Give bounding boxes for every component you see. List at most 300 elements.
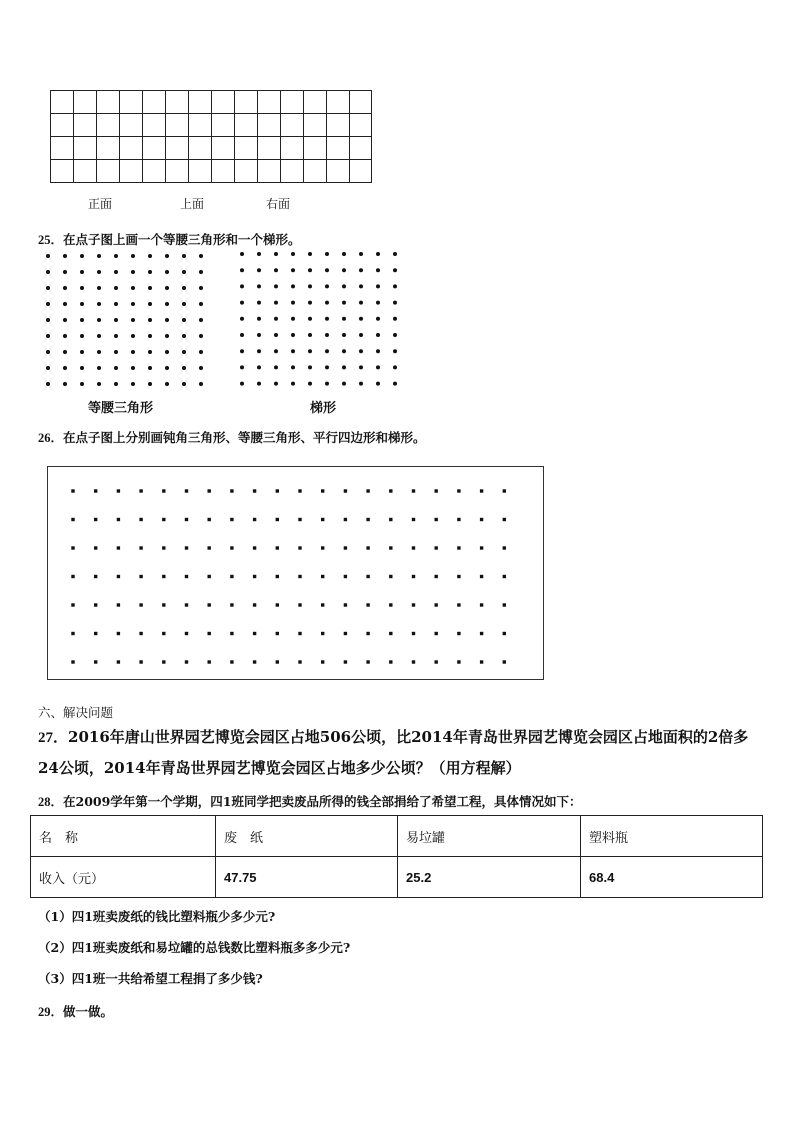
view-label-right: 右面 xyxy=(266,197,291,211)
grid-dot xyxy=(71,660,74,663)
label-trapezoid: 梯形 xyxy=(310,401,337,416)
grid-dot xyxy=(97,318,101,322)
grid-dot xyxy=(480,660,483,663)
grid-dot xyxy=(274,349,278,353)
grid-dot xyxy=(199,302,203,306)
grid-dot xyxy=(185,546,188,549)
grid-dot xyxy=(80,366,84,370)
grid-dot xyxy=(298,546,301,549)
grid-dot xyxy=(165,254,169,258)
grid-dot xyxy=(412,603,415,606)
grid-dot xyxy=(199,334,203,338)
grid-dot xyxy=(80,270,84,274)
grid-dot xyxy=(308,284,312,288)
dot-grid-right xyxy=(236,248,404,390)
grid-dot xyxy=(131,270,135,274)
grid-dot xyxy=(359,349,363,353)
grid-dot xyxy=(63,334,67,338)
grid-dot xyxy=(240,349,244,353)
grid-dot xyxy=(276,518,279,521)
grid-dot xyxy=(359,284,363,288)
grid-dot xyxy=(393,365,397,369)
grid-dot xyxy=(148,382,152,386)
grid-dot xyxy=(114,254,118,258)
grid-dot xyxy=(412,632,415,635)
table-header-cell: 易垃罐 xyxy=(398,816,581,857)
grid-dot xyxy=(308,252,312,256)
grid-dot xyxy=(182,350,186,354)
grid-dot xyxy=(376,301,380,305)
grid-dot xyxy=(276,660,279,663)
grid-dot xyxy=(148,318,152,322)
grid-dot xyxy=(139,518,142,521)
grid-dot xyxy=(291,349,295,353)
grid-dot xyxy=(182,334,186,338)
grid-dot xyxy=(71,518,74,521)
grid-dot xyxy=(342,252,346,256)
grid-dot xyxy=(359,268,363,272)
grid-dot xyxy=(63,318,67,322)
grid-dot xyxy=(503,489,506,492)
grid-dot xyxy=(117,575,120,578)
grid-dot xyxy=(274,365,278,369)
grid-dot xyxy=(97,350,101,354)
grid-dot xyxy=(117,546,120,549)
grid-lines xyxy=(50,90,372,183)
grid-dot xyxy=(185,603,188,606)
grid-dot xyxy=(274,333,278,337)
grid-dot xyxy=(182,318,186,322)
grid-dot xyxy=(131,334,135,338)
grid-dot xyxy=(208,632,211,635)
grid-dot xyxy=(376,365,380,369)
grid-dot xyxy=(240,284,244,288)
grid-dot xyxy=(139,489,142,492)
grid-dot xyxy=(457,575,460,578)
grid-dot xyxy=(412,489,415,492)
question-28 xyxy=(38,792,582,810)
grid-dot xyxy=(80,286,84,290)
grid-dot xyxy=(199,318,203,322)
grid-dot xyxy=(274,317,278,321)
grid-dot xyxy=(80,334,84,338)
grid-dot xyxy=(139,660,142,663)
table-cell: 收入（元） xyxy=(31,857,216,898)
grid-dot xyxy=(276,489,279,492)
grid-dot xyxy=(389,546,392,549)
view-label-top: 上面 xyxy=(180,197,205,211)
grid-dot xyxy=(457,603,460,606)
grid-dot xyxy=(148,270,152,274)
question-text: 做一做。 xyxy=(63,1004,114,1019)
grid-dot xyxy=(46,366,50,370)
grid-dot xyxy=(94,575,97,578)
subquestion-2: （2）四1班卖废纸和易垃罐的总钱数比塑料瓶多多少元? xyxy=(38,940,351,955)
grid-dot xyxy=(325,268,329,272)
grid-dot xyxy=(344,575,347,578)
grid-dot xyxy=(253,518,256,521)
grid-dot xyxy=(359,252,363,256)
grid-dot xyxy=(376,333,380,337)
grid-dot xyxy=(162,660,165,663)
grid-dot xyxy=(308,268,312,272)
grid-dot xyxy=(344,660,347,663)
grid-dot xyxy=(325,301,329,305)
grid-dot xyxy=(185,518,188,521)
grid-dot xyxy=(325,382,329,386)
grid-dot xyxy=(257,284,261,288)
grid-dot xyxy=(114,382,118,386)
label-isosceles-triangle: 等腰三角形 xyxy=(88,401,154,416)
grid-dot xyxy=(230,575,233,578)
table-header-cell: 名 称 xyxy=(31,816,216,857)
grid-dot xyxy=(80,350,84,354)
grid-dot xyxy=(208,660,211,663)
grid-dot xyxy=(182,254,186,258)
grid-dot xyxy=(389,489,392,492)
grid-dot xyxy=(94,489,97,492)
grid-dot xyxy=(185,660,188,663)
grid-dot xyxy=(97,302,101,306)
grid-dot xyxy=(342,284,346,288)
grid-dot xyxy=(185,489,188,492)
grid-dot xyxy=(80,382,84,386)
grid-dot xyxy=(344,632,347,635)
grid-dot xyxy=(165,286,169,290)
grid-dot xyxy=(291,317,295,321)
grid-dot xyxy=(240,382,244,386)
grid-dot xyxy=(148,302,152,306)
grid-dot xyxy=(162,632,165,635)
grid-dot xyxy=(139,546,142,549)
grid-dot xyxy=(114,270,118,274)
grid-dot xyxy=(298,518,301,521)
grid-dot xyxy=(257,333,261,337)
grid-dot xyxy=(344,603,347,606)
table-cell: 25.2 xyxy=(398,857,581,898)
grid-dot xyxy=(253,603,256,606)
grid-dot xyxy=(131,254,135,258)
grid-dot xyxy=(376,268,380,272)
grid-dot xyxy=(97,270,101,274)
section-title: 六、解决问题 xyxy=(38,705,114,720)
grid-dot xyxy=(80,254,84,258)
grid-dot xyxy=(321,575,324,578)
grid-dot xyxy=(230,489,233,492)
grid-dot xyxy=(257,317,261,321)
grid-dot xyxy=(117,603,120,606)
grid-dot xyxy=(80,302,84,306)
grid-dot xyxy=(199,286,203,290)
grid-dot xyxy=(117,489,120,492)
income-table xyxy=(30,815,763,898)
grid-dot xyxy=(114,366,118,370)
grid-dot xyxy=(199,270,203,274)
grid-dot xyxy=(182,302,186,306)
grid-dot xyxy=(94,660,97,663)
grid-dot xyxy=(165,350,169,354)
grid-dot xyxy=(257,365,261,369)
grid-dot xyxy=(46,318,50,322)
grid-dot xyxy=(182,382,186,386)
grid-dot xyxy=(94,603,97,606)
grid-dot xyxy=(412,518,415,521)
grid-dot xyxy=(97,366,101,370)
grid-dot xyxy=(139,632,142,635)
grid-dot xyxy=(480,489,483,492)
grid-dot xyxy=(480,603,483,606)
grid-dot xyxy=(298,575,301,578)
grid-dot xyxy=(366,575,369,578)
grid-dot xyxy=(393,284,397,288)
grid-dot xyxy=(389,518,392,521)
grid-dot xyxy=(344,546,347,549)
grid-dot xyxy=(276,546,279,549)
grid-dot xyxy=(308,365,312,369)
question-29 xyxy=(38,1002,113,1020)
grid-dot xyxy=(298,632,301,635)
grid-dot xyxy=(162,489,165,492)
grid-dot xyxy=(366,518,369,521)
grid-dot xyxy=(308,382,312,386)
grid-dot xyxy=(257,301,261,305)
grid-dot xyxy=(393,382,397,386)
grid-dot xyxy=(321,546,324,549)
grid-dot xyxy=(457,632,460,635)
grid-dot xyxy=(359,382,363,386)
grid-dot xyxy=(63,270,67,274)
grid-dot xyxy=(435,603,438,606)
question-text: 2016年唐山世界园艺博览会园区占地506公顷，比2014年青岛世界园艺博览会园区占地面积的2倍多24公顷，2014年青岛世界园艺博览会园区占地多少公顷？（用方程解） xyxy=(38,728,749,777)
grid-dot xyxy=(185,632,188,635)
grid-dot xyxy=(165,302,169,306)
table-cell: 47.75 xyxy=(216,857,398,898)
grid-dot xyxy=(359,317,363,321)
grid-dot xyxy=(342,382,346,386)
grid-dot xyxy=(162,546,165,549)
grid-dot xyxy=(321,603,324,606)
grid-dot xyxy=(366,603,369,606)
grid-dot xyxy=(71,546,74,549)
question-text: 在2009学年第一个学期，四1班同学把卖废品所得的钱全部捐给了希望工程，具体情况如下： xyxy=(63,794,582,809)
grid-dot xyxy=(148,334,152,338)
grid-dot xyxy=(208,546,211,549)
grid-dot xyxy=(240,301,244,305)
grid-dot xyxy=(97,334,101,338)
grid-dot xyxy=(230,660,233,663)
grid-dot xyxy=(274,301,278,305)
grid-dot xyxy=(412,546,415,549)
grid-dot xyxy=(274,268,278,272)
grid-dot xyxy=(139,575,142,578)
view-drawing-grid xyxy=(50,90,372,183)
grid-dot xyxy=(325,333,329,337)
grid-dot xyxy=(199,366,203,370)
grid-dot xyxy=(366,632,369,635)
grid-dot xyxy=(393,349,397,353)
grid-dot xyxy=(325,252,329,256)
grid-dot xyxy=(503,546,506,549)
grid-dot xyxy=(359,333,363,337)
grid-dot xyxy=(240,317,244,321)
grid-dot xyxy=(389,632,392,635)
grid-dot xyxy=(114,350,118,354)
grid-dot xyxy=(185,575,188,578)
grid-dot xyxy=(276,632,279,635)
grid-dot xyxy=(148,366,152,370)
grid-dot xyxy=(71,489,74,492)
grid-dot xyxy=(274,252,278,256)
grid-dot xyxy=(63,286,67,290)
grid-dot xyxy=(80,318,84,322)
question-text: 在点子图上画一个等腰三角形和一个梯形。 xyxy=(63,232,301,247)
table-header-row xyxy=(31,816,763,857)
grid-dot xyxy=(240,333,244,337)
grid-dot xyxy=(165,270,169,274)
question-text: 在点子图上分别画钝角三角形、等腰三角形、平行四边形和梯形。 xyxy=(63,430,426,445)
grid-dot xyxy=(182,270,186,274)
grid-dot xyxy=(94,518,97,521)
grid-dot xyxy=(291,333,295,337)
grid-dot xyxy=(94,632,97,635)
grid-dot xyxy=(117,518,120,521)
grid-dot xyxy=(148,254,152,258)
grid-dot xyxy=(182,286,186,290)
grid-dot xyxy=(131,350,135,354)
grid-dot xyxy=(321,489,324,492)
grid-dot xyxy=(63,350,67,354)
grid-dot xyxy=(503,575,506,578)
table-row xyxy=(31,857,763,898)
grid-dot xyxy=(94,546,97,549)
question-number: 25． xyxy=(38,233,64,247)
grid-dot xyxy=(342,365,346,369)
grid-dot xyxy=(131,286,135,290)
grid-dot xyxy=(389,603,392,606)
grid-dot xyxy=(71,603,74,606)
subquestion-1: （1）四1班卖废纸的钱比塑料瓶少多少元? xyxy=(38,909,276,924)
grid-dot xyxy=(321,632,324,635)
grid-dot xyxy=(291,268,295,272)
grid-dot xyxy=(46,270,50,274)
grid-dot xyxy=(503,518,506,521)
grid-dot xyxy=(480,632,483,635)
grid-dot xyxy=(63,382,67,386)
grid-dot xyxy=(291,301,295,305)
grid-dot xyxy=(457,489,460,492)
grid-dot xyxy=(46,350,50,354)
grid-dot xyxy=(208,518,211,521)
grid-dot xyxy=(344,489,347,492)
grid-dot xyxy=(71,632,74,635)
grid-dot xyxy=(291,382,295,386)
grid-dot xyxy=(63,366,67,370)
grid-dot xyxy=(366,546,369,549)
question-number: 28． xyxy=(38,795,64,809)
question-number: 29． xyxy=(38,1005,64,1019)
grid-dot xyxy=(71,575,74,578)
grid-dot xyxy=(435,660,438,663)
grid-dot xyxy=(114,318,118,322)
grid-dot xyxy=(114,302,118,306)
grid-dot xyxy=(393,317,397,321)
grid-dot xyxy=(393,268,397,272)
grid-dot xyxy=(199,382,203,386)
question-number: 27． xyxy=(38,730,69,746)
grid-dot xyxy=(63,302,67,306)
grid-dot xyxy=(308,301,312,305)
grid-dot xyxy=(376,349,380,353)
grid-dot xyxy=(393,301,397,305)
dot-grid-square xyxy=(48,467,542,678)
grid-dot xyxy=(276,575,279,578)
dot-grid-box xyxy=(47,466,544,680)
grid-dot xyxy=(393,252,397,256)
grid-dot xyxy=(412,575,415,578)
grid-dot xyxy=(162,603,165,606)
grid-dot xyxy=(199,350,203,354)
grid-dot xyxy=(240,252,244,256)
grid-dot xyxy=(342,349,346,353)
grid-dot xyxy=(46,334,50,338)
grid-dot xyxy=(298,660,301,663)
grid-dot xyxy=(148,350,152,354)
grid-dot xyxy=(253,489,256,492)
grid-dot xyxy=(412,660,415,663)
grid-dot xyxy=(253,575,256,578)
grid-dot xyxy=(503,632,506,635)
grid-dot xyxy=(291,284,295,288)
grid-dot xyxy=(131,302,135,306)
grid-dot xyxy=(46,286,50,290)
grid-dot xyxy=(291,252,295,256)
grid-dot xyxy=(366,660,369,663)
grid-dot xyxy=(321,518,324,521)
grid-dot xyxy=(162,518,165,521)
grid-dot xyxy=(325,317,329,321)
grid-dot xyxy=(342,333,346,337)
question-25 xyxy=(38,230,301,248)
grid-dot xyxy=(257,268,261,272)
grid-dot xyxy=(435,546,438,549)
grid-dot xyxy=(308,317,312,321)
view-label-front: 正面 xyxy=(88,197,113,211)
grid-dot xyxy=(253,660,256,663)
grid-dot xyxy=(257,382,261,386)
grid-dot xyxy=(308,333,312,337)
question-27 xyxy=(38,722,758,783)
grid-dot xyxy=(240,365,244,369)
grid-dot xyxy=(230,632,233,635)
grid-dot xyxy=(359,365,363,369)
grid-dot xyxy=(230,546,233,549)
grid-dot xyxy=(376,382,380,386)
table-header-cell: 废 纸 xyxy=(216,816,398,857)
grid-dot xyxy=(257,349,261,353)
grid-dot xyxy=(376,284,380,288)
grid-dot xyxy=(131,318,135,322)
grid-dot xyxy=(342,268,346,272)
question-number: 26． xyxy=(38,431,64,445)
grid-dot xyxy=(46,382,50,386)
table-cell: 68.4 xyxy=(581,857,763,898)
table-header-cell: 塑料瓶 xyxy=(581,816,763,857)
grid-dot xyxy=(298,603,301,606)
grid-dot xyxy=(298,489,301,492)
grid-dot xyxy=(291,365,295,369)
grid-dot xyxy=(435,518,438,521)
grid-dot xyxy=(276,603,279,606)
